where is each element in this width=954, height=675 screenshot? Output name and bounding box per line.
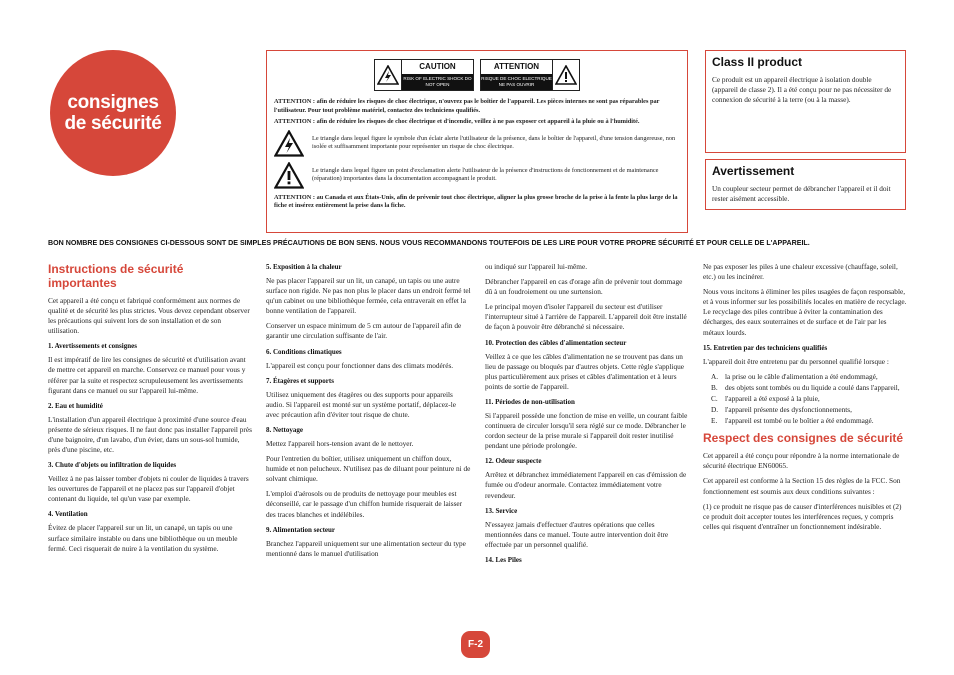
item-heading: 15. Entretien par des techniciens qualifiés (703, 343, 828, 352)
paragraph: Cet appareil a été conçu pour répondre à la norme internationale de sécurité électrique EN60065. (703, 451, 900, 471)
list-item (703, 394, 908, 404)
paragraph: Branchez l'appareil uniquement sur une alimentation secteur du type mentionné dans le manuel d'utilisation (266, 538, 466, 558)
intro-line: BON NOMBRE DES CONSIGNES CI-DESSOUS SONT DE SIMPLES PRÉCAUTIONS DE BON SENS. NOUS VOUS RECOMMANDONS TOUTEFOIS DE LES LIRE POUR VOTRE PROPRE SÉCURITÉ ET POUR CELLE DE L'APPAREIL. (48, 239, 810, 247)
paragraph: Cet appareil a été conçu et fabriqué conformément aux normes de qualité et de sécurité les plus strictes. Vous devez cependant observer les précautions qui suivent lors de son installation et de son utilisation. (48, 296, 250, 336)
list-item (703, 405, 908, 415)
item-heading: 2. Eau et humidité (48, 401, 103, 410)
lightning-text: Le triangle dans lequel figure le symbole d'un éclair alerte l'utilisateur de la présence, dans le boîtier de l'appareil, d'une tension dangereuse, non isolée et suffisamment importante pour représenter un risque de choc électrique. (312, 134, 676, 151)
list-item (703, 372, 908, 382)
list-item-text: la prise ou le câble d'alimentation a été endommagé, (725, 371, 878, 381)
paragraph: Conserver un espace minimum de 5 cm autour de l'appareil afin de garantir une circulation suffisante de l'air. (266, 321, 462, 341)
attention-label-title: ATTENTION (481, 60, 552, 74)
column-4 (703, 262, 908, 537)
section-heading-respect: Respect des consignes de sécurité (703, 431, 904, 446)
paragraph: Évitez de placer l'appareil sur un lit, un canapé, un tapis ou une surface similaire instable ou dans une bibliothèque ou un meuble fermé. Ceci risquerait de nuire à la ventilation du système. (48, 523, 238, 553)
list-item-key: C. (711, 393, 718, 403)
caution-label-group (374, 59, 474, 91)
class2-text: Ce produit est un appareil électrique à isolation double (appareil de classe 2). Il a été conçu pour ne pas nécessiter de connexion de sécurité à la terre (ou à la masse). (712, 75, 892, 104)
attention-label-group (480, 59, 580, 91)
warning-paragraph-2: ATTENTION : afin de réduire les risques de choc électrique et d'incendie, veillez à ne pas exposer cet appareil à la pluie ou à l'humidité. (274, 118, 640, 126)
item-heading: 6. Conditions climatiques (266, 347, 342, 356)
attention-label (480, 59, 552, 91)
page-title (50, 50, 176, 176)
paragraph: Mettez l'appareil hors-tension avant de le nettoyer. (266, 438, 414, 448)
paragraph: Pour l'entretien du boîtier, utilisez uniquement un chiffon doux, humide et non pelucheux. N'utilisez pas de diluant pour peinture ni de solvant chimique. (266, 454, 471, 484)
paragraph: Ne pas exposer les piles à une chaleur excessive (chauffage, soleil, etc.) ou les incinérer. (703, 262, 898, 282)
list-item (703, 416, 908, 426)
list-item-key: D. (711, 405, 719, 415)
item-heading: 12. Odeur suspecte (485, 457, 542, 466)
lightning-explanation (274, 130, 680, 157)
item-heading: 5. Exposition à la chaleur (266, 263, 342, 271)
paragraph: L'installation d'un appareil électrique à proximité d'une source d'eau présente de sérieux risques. Il ne faut donc pas installer l'appareil près d'une baignoire, d'un lavabo, d'un évier, dans un sous-sol humide, près d'une piscine, etc. (48, 414, 252, 455)
paragraph: Nous vous incitons à éliminer les piles usagées de façon responsable, et à vous informer sur les possibilités locales en matière de recyclage. Le recyclage des piles contribue à éviter la contamination des décharges, des eaux souterraines et de surface et de l'air par les métaux lourds. (703, 287, 907, 337)
item-heading: 11. Périodes de non-utilisation (485, 397, 575, 406)
exclamation-triangle-icon (274, 162, 308, 189)
item-heading: 4. Ventilation (48, 510, 88, 519)
caution-label-sub: RISK OF ELECTRIC SHOCK DO NOT OPEN (402, 74, 473, 90)
paragraph: N'essayez jamais d'effectuer d'autres opérations que celles mentionnées dans ce manuel. Toute autre intervention doit être effectuée par un personnel qualifié. (485, 519, 669, 549)
list-item-text: des objets sont tombés ou du liquide a coulé dans l'appareil, (725, 382, 900, 392)
warning-paragraph-3: ATTENTION : au Canada et aux États-Unis, afin de prévenir tout choc électrique, aligner la plus grosse broche de la prise à la fente la plus large de la fiche et insérez entièrement la prise dans la fiche. (274, 193, 678, 210)
paragraph: Cet appareil est conforme à la Section 15 des règles de la FCC. Son fonctionnement est soumis aux deux conditions suivantes : (703, 476, 901, 496)
paragraph: ou indiqué sur l'appareil lui-même. (485, 262, 588, 271)
paragraph: Veillez à ce que les câbles d'alimentation ne se trouvent pas dans un lieu de passage ou bloqués par d'autres objets. Cette règle s'applique plus particulièrement aux prises et câbles d'alimentation et à leurs points de sortie de l'appareil. (485, 351, 684, 391)
paragraph: L'appareil est conçu pour fonctionner dans des climats modérés. (266, 360, 454, 370)
column-3 (485, 262, 690, 569)
item-heading: 3. Chute d'objets ou infiltration de liquides (48, 461, 177, 470)
paragraph: Arrêtez et débranchez immédiatement l'appareil en cas d'émission de fumée ou d'odeur anormale. Contactez immédiatement votre revendeur. (485, 470, 687, 500)
list-item-key: A. (711, 371, 719, 381)
list-item-text: l'appareil a été exposé à la pluie, (725, 393, 820, 403)
lightning-triangle-icon (274, 130, 308, 157)
paragraph: Veillez à ne pas laisser tomber d'objets ni couler de liquides à travers les ouvertures de l'appareil et ne placez pas sur l'appareil d'objet contenant du liquide, tel qu'un vase par exemple. (48, 474, 249, 504)
warning-box (266, 50, 688, 233)
exclamation-explanation (274, 162, 680, 189)
paragraph: L'emploi d'aérosols ou de produits de nettoyage pour meubles est déconseillé, car le passage d'un chiffon humide risquerait de laisser des traces blanches et indélébiles. (266, 489, 463, 519)
paragraph: Ne pas placer l'appareil sur un lit, un canapé, un tapis ou une autre surface non rigide. Ne pas non plus le placer dans un endroit fermé tel qu'un cabinet ou une bibliothèque fermée, cela entraverait en effet la bonne ventilation de l'appareil. (266, 276, 471, 316)
paragraph: L'appareil doit être entretenu par du personnel qualifié lorsque : (703, 356, 889, 366)
warning-paragraph-1: ATTENTION : afin de réduire les risques de choc électrique, n'ouvrez pas le boîtier de l'appareil. Les pièces internes ne sont pas réparables par l'utilisateur. Pour tout problème matériel, contactez des techniciens qualifiés. (274, 98, 660, 114)
class2-title: Class II product (712, 55, 803, 69)
column-1 (48, 262, 253, 559)
paragraph: Utilisez uniquement des étagères ou des supports pour appareils audio. Si l'appareil est monté sur un système portatif, déplacez-le avec précaution afin d'éviter tout risque de chute. (266, 389, 456, 419)
exclamation-text: Le triangle dans lequel figure un point d'exclamation alerte l'utilisateur de la présence d'instructions de fonctionnement et de maintenance (réparation) importantes dans la documentation accompagnant le produit. (312, 166, 659, 183)
item-heading: 13. Service (485, 506, 518, 515)
avertissement-title: Avertissement (712, 164, 795, 178)
item-heading: 9. Alimentation secteur (266, 525, 336, 534)
lightning-icon (374, 59, 402, 91)
class2-box (705, 50, 906, 153)
list-item-key: E. (711, 416, 718, 426)
list-item (703, 383, 908, 393)
paragraph: Le principal moyen d'isoler l'appareil du secteur est d'utiliser l'interrupteur situé à l'arrière de l'appareil. L'appareil doit être installé de façon à pouvoir être débranché si nécessaire. (485, 302, 687, 332)
service-conditions-list (703, 372, 908, 426)
attention-label-sub: RISQUE DE CHOC ELECTRIQUE NE PAS OUVRIR (481, 74, 552, 90)
list-item-text: l'appareil présente des dysfonctionnements, (725, 405, 852, 415)
section-heading-instructions: Instructions de sécurité importantes (48, 262, 184, 290)
item-heading: 1. Avertissements et consignes (48, 342, 137, 351)
avertissement-text: Un coupleur secteur permet de débrancher l'appareil et il doit rester aisément accessible. (712, 184, 891, 203)
caution-labels (274, 59, 680, 91)
paragraph: Si l'appareil possède une fonction de mise en veille, un courant faible continuera de circuler lorsqu'il sera réglé sur ce mode. Débrancher le cordon secteur de la prise murale si l'appareil doit rester inutilisé pendant une période prolongée. (485, 410, 688, 451)
avertissement-box (705, 159, 906, 210)
page-title-text: consignes de sécurité (64, 92, 162, 134)
item-heading: 8. Nettoyage (266, 425, 303, 434)
column-2 (266, 262, 471, 564)
paragraph: Il est impératif de lire les consignes de sécurité et d'utilisation avant de mettre cet appareil en marche. Conservez ce manuel pour vous y référer par la suite et respectez scrupuleusement les avertissements figurant dans ce manuel ou sur l'appareil lui-même. (48, 355, 246, 395)
caution-label (402, 59, 474, 91)
item-heading: 7. Étagères et supports (266, 376, 334, 385)
caution-label-title: CAUTION (402, 60, 473, 74)
page-number: F-2 (461, 631, 490, 658)
list-item-key: B. (711, 382, 718, 392)
list-item-text: l'appareil est tombé ou le boîtier a été endommagé. (725, 416, 874, 426)
paragraph: (1) ce produit ne risque pas de causer d'interférences nuisibles et (2) ce produit doit accepter toutes les interférences reçues, y compris celles qui risquent d'entraîner un fonctionnement indésirable. (703, 501, 902, 531)
exclamation-icon (552, 59, 580, 91)
paragraph: Débrancher l'appareil en cas d'orage afin de prévenir tout dommage dû à un foudroiement ou une surtension. (485, 277, 683, 297)
item-heading: 10. Protection des câbles d'alimentation secteur (485, 338, 627, 347)
item-heading: 14. Les Piles (485, 555, 522, 564)
